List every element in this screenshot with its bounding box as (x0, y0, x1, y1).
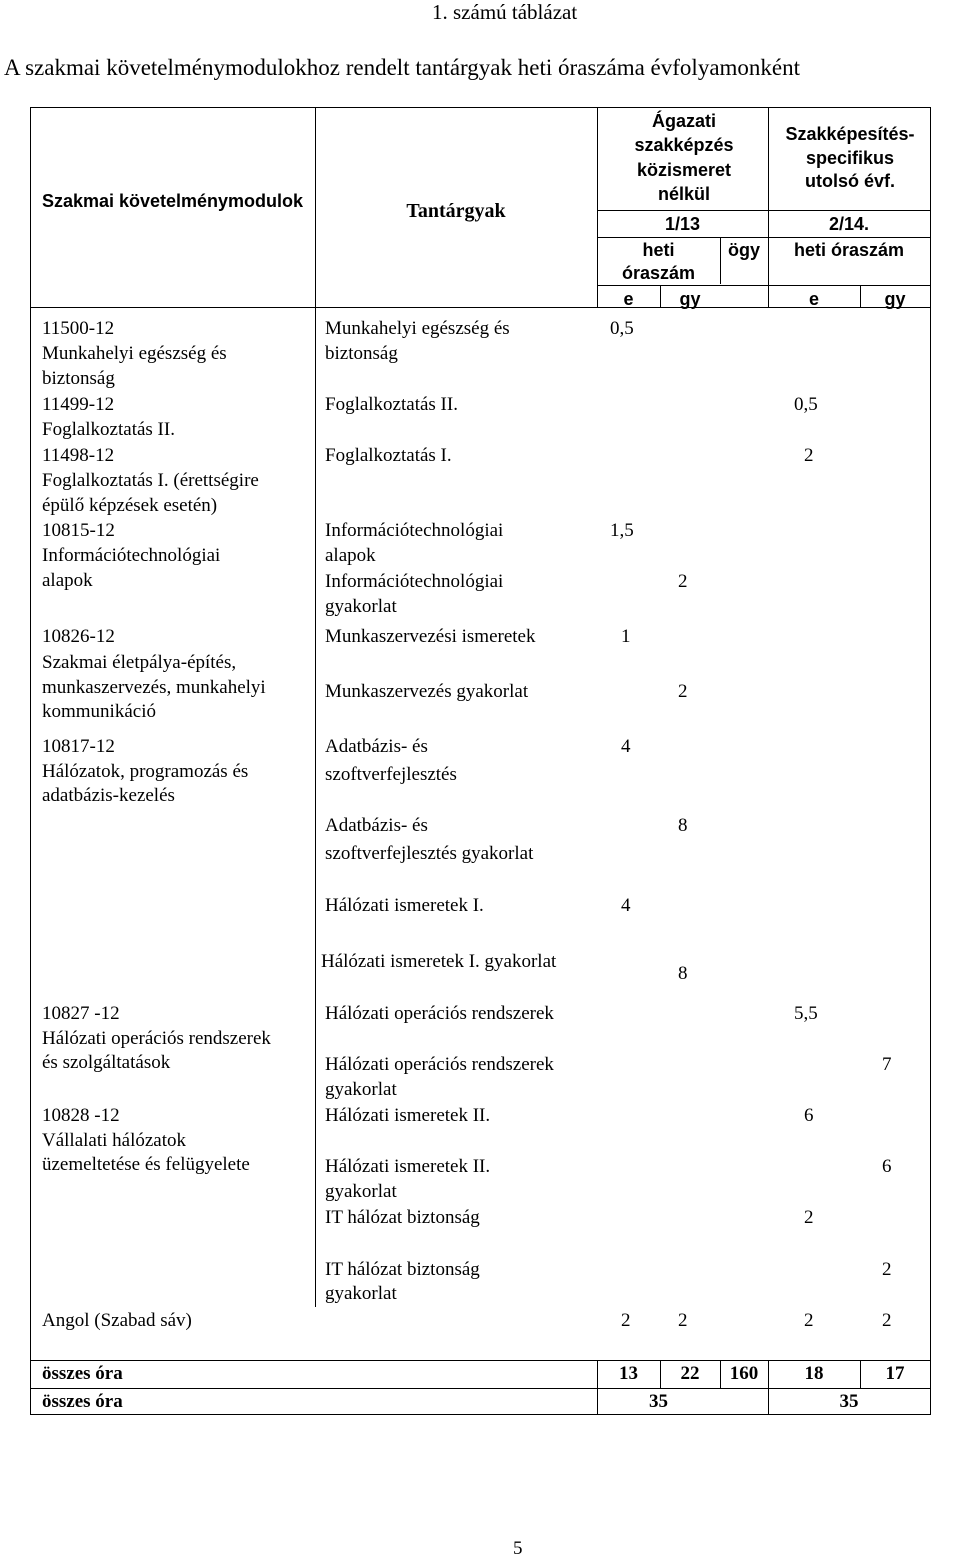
header-oraszam: óraszám (621, 263, 696, 283)
hours-it-gyakorlat-gy1: 2 (678, 571, 688, 592)
header-year-1: 1/13 (664, 214, 701, 234)
header-heti-oraszam: heti óraszám (793, 240, 905, 260)
subject-halozati-operacios: Hálózati operációs rendszerek (325, 1003, 554, 1024)
hours-halozati-operacios-e2: 5,5 (794, 1003, 818, 1024)
table-caption: 1. számú táblázat (432, 0, 578, 24)
header-ogy: ögy (727, 240, 760, 260)
hours-halozati-2-gy2: 6 (882, 1156, 892, 1177)
header-modules: Szakmai követelménymodulok (41, 191, 304, 211)
header-subjects: Tantárgyak (406, 200, 506, 222)
hours-it-biztonsag-e2: 2 (804, 1207, 814, 1228)
header-year-2: 2/14. (828, 214, 870, 234)
hours-foglalkoztatas-1-e2: 2 (804, 445, 814, 466)
subject-it-halozat-biztonsag: IT hálózat biztonság (325, 1207, 480, 1228)
hours-munkahelyi-e1: 0,5 (610, 318, 634, 339)
subject-halozati-ismeretek-2: Hálózati ismeretek II. (325, 1105, 491, 1126)
hours-halozati-operacios-gy2: 7 (882, 1054, 892, 1075)
hours-adatbazis-gy1: 8 (678, 815, 688, 836)
hours-halozati-1-gy1: 8 (678, 963, 688, 984)
header-e-2: e (808, 289, 819, 309)
hours-it-biztonsag-gy2: 2 (882, 1259, 892, 1280)
header-gy-1: gy (679, 289, 701, 309)
hours-foglalkoztatas-2-e2: 0,5 (794, 394, 818, 415)
subject-halozati-ismeretek-1: Hálózati ismeretek I. (325, 895, 484, 916)
hours-munkaszervezes-gy1: 2 (678, 681, 688, 702)
hours-halozati-2-e2: 6 (804, 1105, 814, 1126)
subject-halozati-ismeretek-1-gyakorlat: Hálózati ismeretek I. gyakorlat (321, 951, 557, 972)
header-heti: heti (642, 240, 675, 260)
header-gy-2: gy (884, 289, 906, 309)
page-title: A szakmai követelménymodulokhoz rendelt tantárgyak heti óraszáma évfolyamonként (4, 55, 801, 80)
subject-munkaszervezesi-ismeretek: Munkaszervezési ismeretek (325, 626, 536, 647)
hours-adatbazis-e1: 4 (621, 736, 631, 757)
hours-munkaszervezesi-e1: 1 (621, 626, 631, 647)
hours-halozati-1-e1: 4 (621, 895, 631, 916)
page-number: 5 (513, 1538, 523, 1559)
hours-it-alapok-e1: 1,5 (610, 520, 634, 541)
subject-foglalkoztatas-1: Foglalkoztatás I. (325, 445, 452, 466)
header-e-1: e (623, 289, 634, 309)
subject-munkaszervezes-gyakorlat: Munkaszervezés gyakorlat (325, 681, 529, 702)
subject-foglalkoztatas-2: Foglalkoztatás II. (325, 394, 458, 415)
